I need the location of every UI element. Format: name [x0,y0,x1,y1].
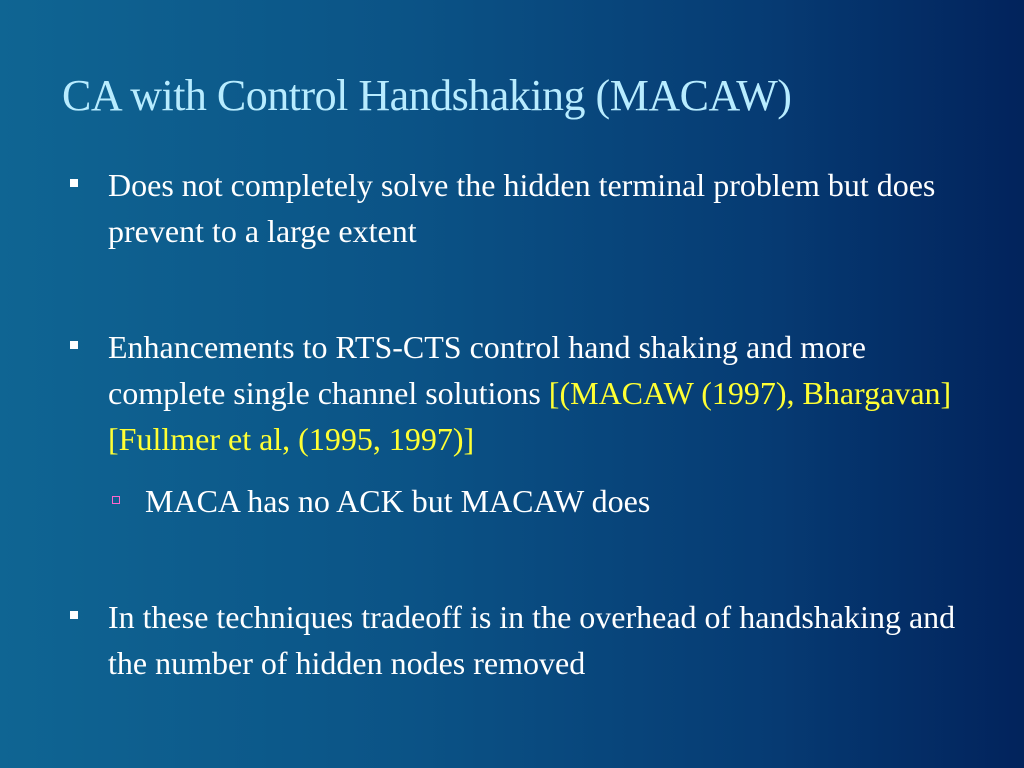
bullet-text: Enhancements to RTS-CTS control hand shaking and more complete single channel solutions [108,329,866,411]
bullet-item-3 [108,594,988,686]
bullet-text: Does not completely solve the hidden terminal problem but does prevent to a large extent [108,167,936,249]
sub-bullet-item [145,478,985,524]
square-bullet-icon [70,179,78,187]
hollow-square-bullet-icon [112,496,120,504]
citation-text: [(MACAW (1997), Bhargavan] [Fullmer et al, (1995, 1997)] [108,375,952,457]
sub-bullet-text: MACA has no ACK but MACAW does [145,483,651,519]
square-bullet-icon [70,611,78,619]
bullet-text: In these techniques tradeoff is in the overhead of handshaking and the number of hidden nodes removed [108,599,956,681]
square-bullet-icon [70,341,78,349]
slide-title: CA with Control Handshaking (MACAW) [62,71,792,120]
bullet-item-2 [108,324,988,462]
bullet-item-1 [108,162,988,254]
